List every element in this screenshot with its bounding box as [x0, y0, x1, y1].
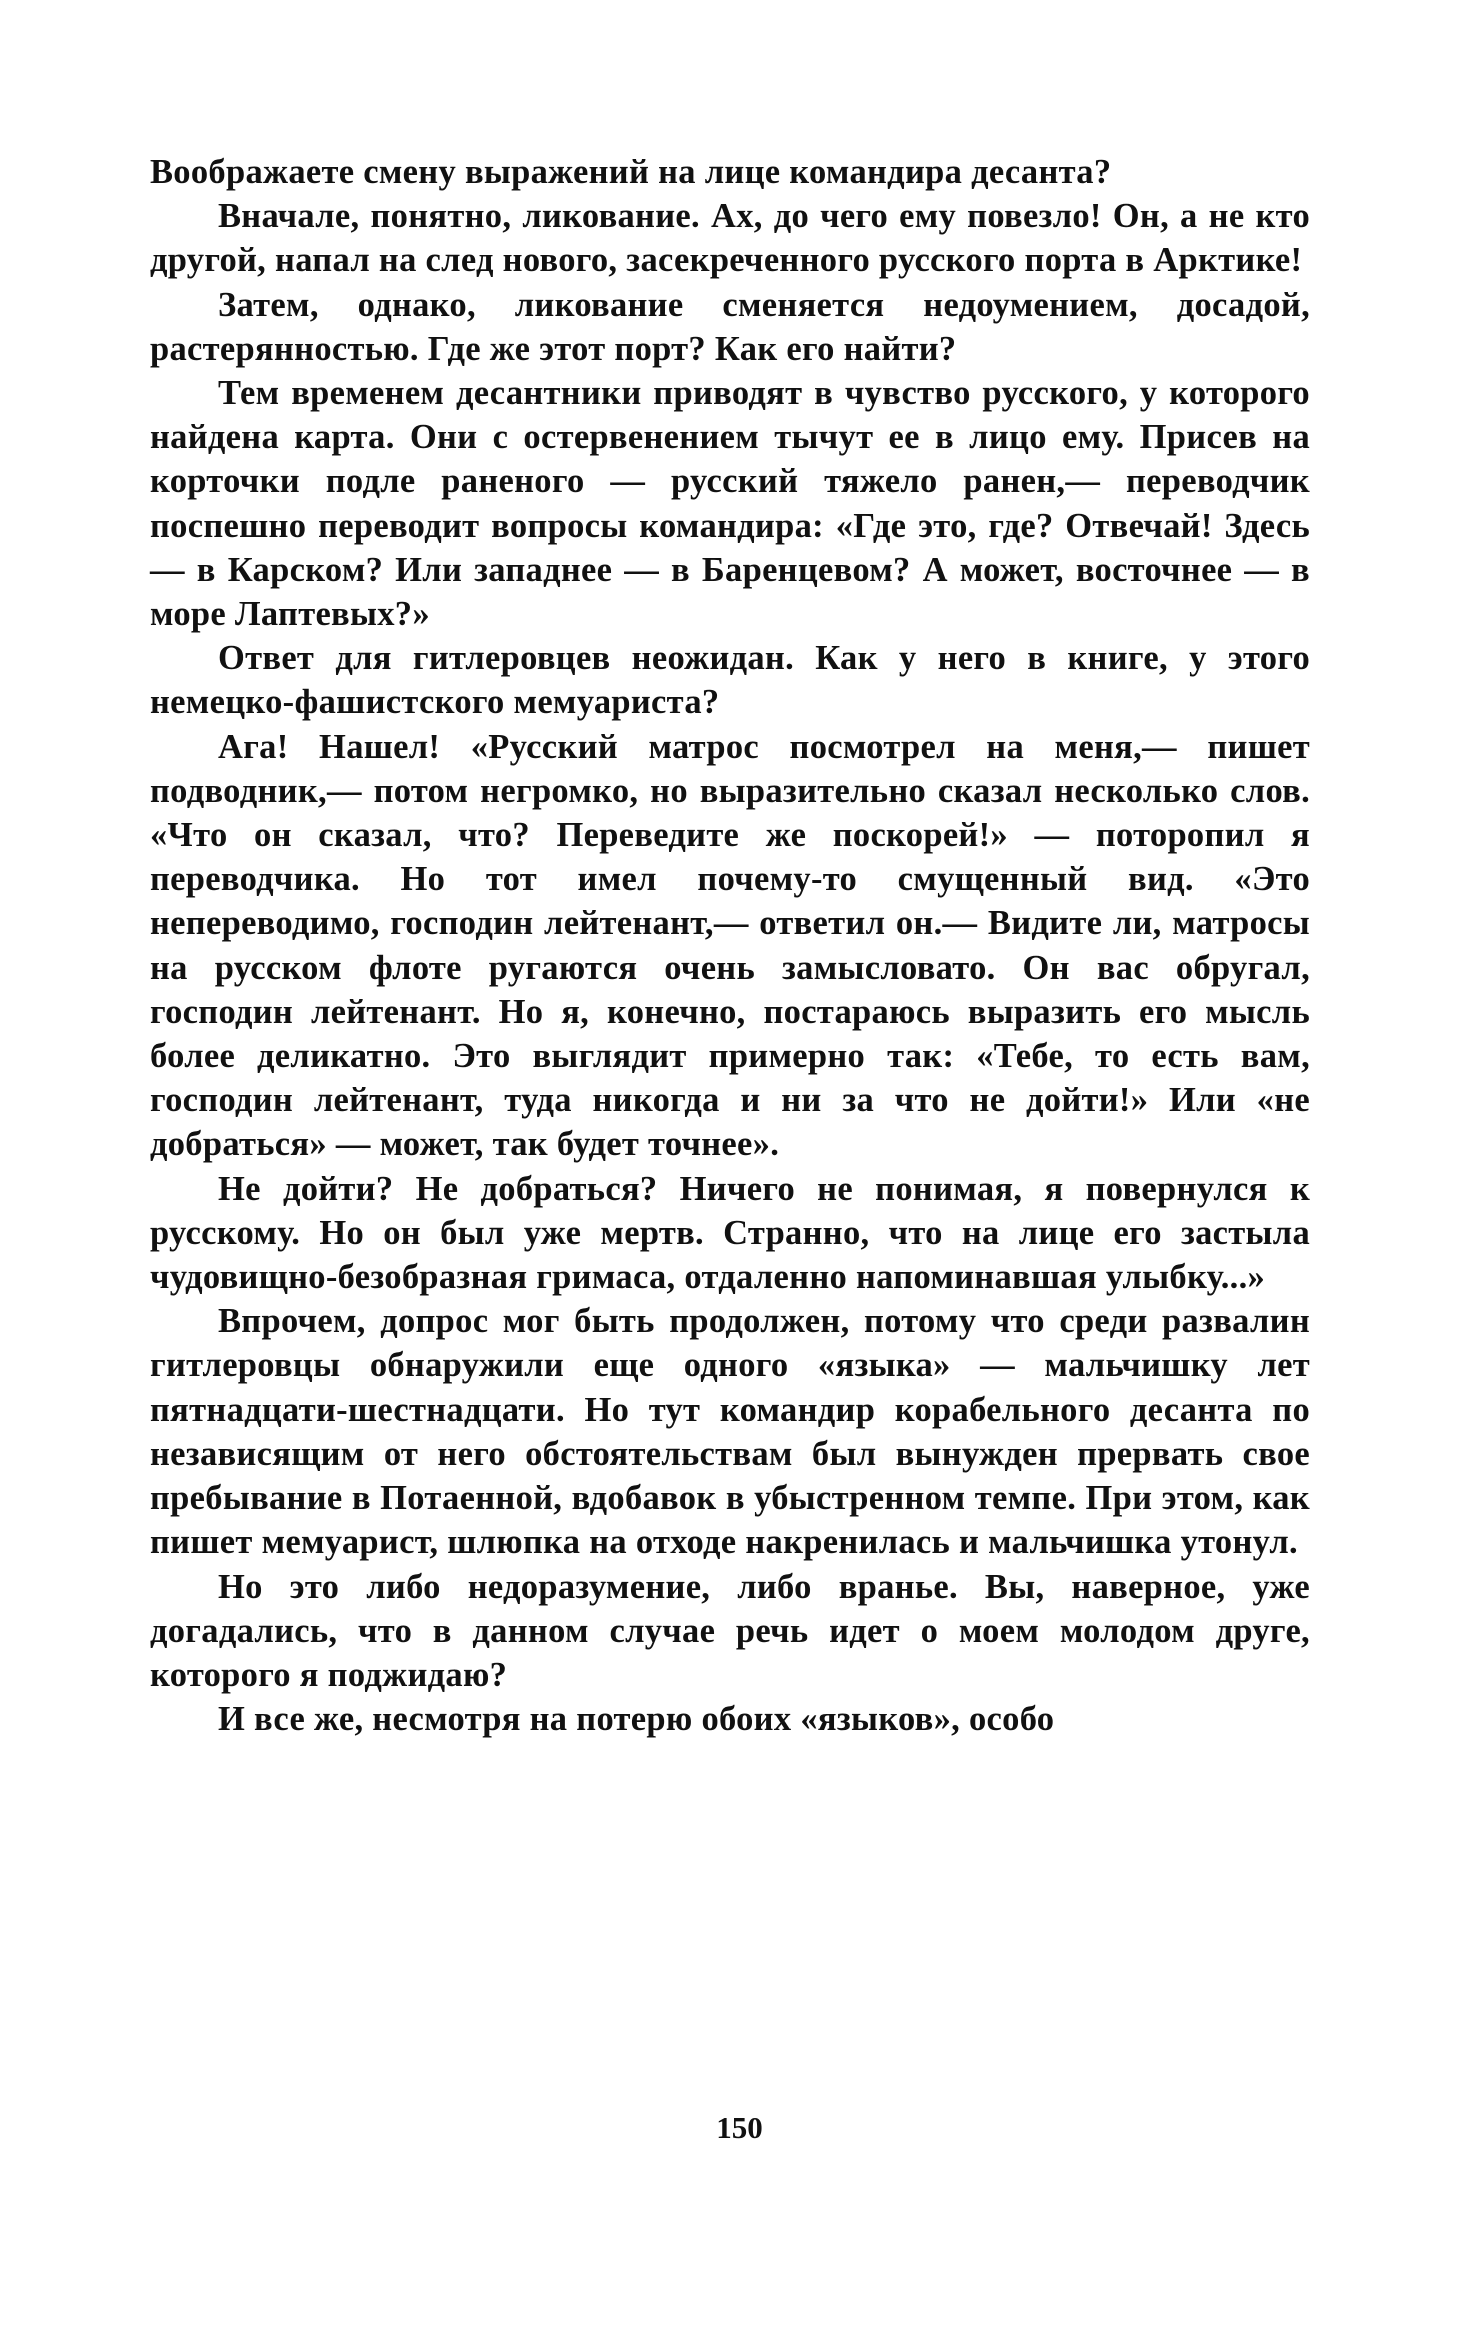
- text-block: [150, 150, 1310, 1741]
- paragraph-4: Тем временем десантники приводят в чувство русского, у которого найдена карта. Они с остервенением тычут ее в лицо ему. Присев на корточки подле раненого — русский тяжело ранен,— переводчик поспешно переводит вопросы командира: «Где это, где? Отвечай! Здесь — в Карском? Или западнее — в Баренцевом? А может, восточнее — в море Лаптевых?»: [150, 374, 1310, 634]
- paragraph-3: Затем, однако, ликование сменяется недоумением, досадой, растерянностью. Где же этот порт? Как его найти?: [150, 285, 1310, 368]
- paragraph-7: Не дойти? Не добраться? Ничего не понимая, я повернулся к русскому. Но он был уже мертв. Странно, что на лице его застыла чудовищно-безобразная гримаса, отдаленно напоминавшая улыбку...»: [150, 1169, 1310, 1297]
- page-number: 150: [716, 2110, 763, 2145]
- paragraph-1: Воображаете смену выражений на лице командира десанта?: [150, 153, 1112, 191]
- paragraph-10: И все же, несмотря на потерю обоих «языков», особо: [218, 1700, 1055, 1739]
- paragraph-8: Впрочем, допрос мог быть продолжен, потому что среди развалин гитлеровцы обнаружили еще одного «языка» — мальчишку лет пятнадцати-шестнадцати. Но тут командир корабельного десанта по независящим от него обстоятельствам был вынужден прервать свое пребывание в Потаенной, вдобавок в убыстренном темпе. При этом, как пишет мемуарист, шлюпка на отходе накренилась и мальчишка утонул.: [150, 1302, 1310, 1562]
- paragraph-2: Вначале, понятно, ликование. Ах, до чего ему повезло! Он, а не кто другой, напал на след нового, засекреченного русского порта в Арктике!: [150, 197, 1310, 280]
- paragraph-9: Но это либо недоразумение, либо вранье. Вы, наверное, уже догадались, что в данном случае речь идет о моем молодом друге, которого я поджидаю?: [150, 1567, 1310, 1694]
- paragraph-5: Ответ для гитлеровцев неожидан. Как у него в книге, у этого немецко-фашистского мемуариста?: [150, 639, 1310, 722]
- page-body: [150, 150, 1310, 1741]
- paragraph-6: Ага! Нашел! «Русский матрос посмотрел на меня,— пишет подводник,— потом негромко, но выразительно сказал несколько слов. «Что он сказал, что? Переведите же поскорей!» — поторопил я переводчика. Но тот имел почему-то смущенный вид. «Это непереводимо, господин лейтенант,— ответил он.— Видите ли, матросы на русском флоте ругаются очень замысловато. Он вас обругал, господин лейтенант. Но я, конечно, постараюсь выразить его мысль более деликатно. Это выглядит примерно так: «Тебе, то есть вам, господин лейтенант, туда никогда и ни за что не дойти!» Или «не добраться» — может, так будет точнее».: [150, 727, 1310, 1164]
